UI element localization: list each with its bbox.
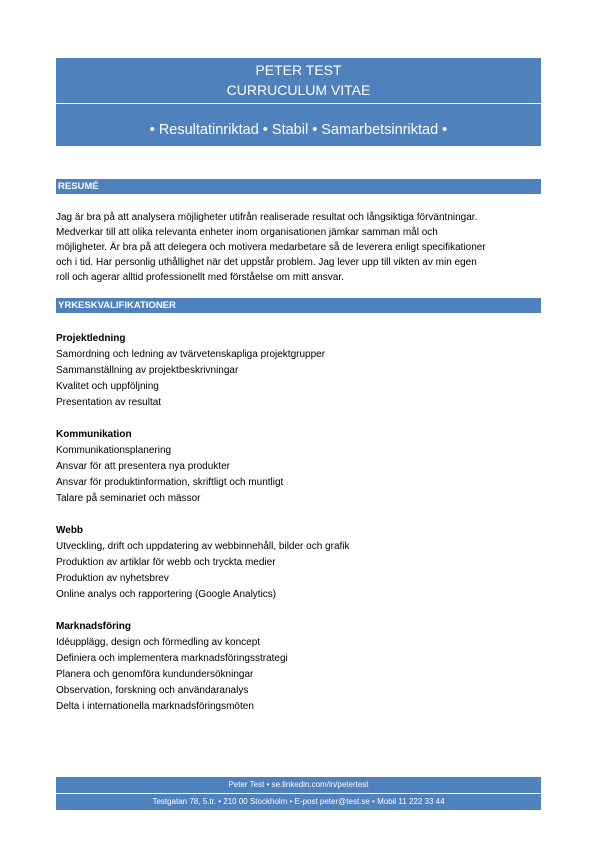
group-items-communication [56, 443, 542, 507]
qualifications-heading: YRKESKVALIFIKATIONER [56, 298, 541, 313]
group-items-web [56, 539, 542, 603]
list-item: Produktion av artiklar för webb och tryckta medier [56, 557, 276, 568]
list-item: Sammanställning av projektbeskrivningar [56, 365, 239, 376]
list-item: Delta i internationella marknadsföringsmöten [56, 701, 254, 712]
list-item: Utveckling, drift och uppdatering av webbinnehåll, bilder och grafik [56, 541, 350, 552]
summary-line: möjligheter. Är bra på att delegera och motivera medarbetare så de leverera enligt specifikationer [56, 242, 486, 253]
applicant-name: PETER TEST [255, 62, 342, 78]
list-item: Observation, forskning och användaranalys [56, 685, 249, 696]
summary-line: Medverkar till att olika relevanta enheter inom organisationen jämkar samman mål och [56, 227, 438, 238]
list-item: Samordning och ledning av tvärvetenskapliga projektgrupper [56, 349, 326, 360]
list-item: Definiera och implementera marknadsföringsstrategi [56, 653, 288, 664]
footer-divider [56, 793, 541, 794]
tagline: • Resultatinriktad • Stabil • Samarbetsinriktad • [149, 122, 448, 138]
cv-footer [56, 777, 541, 810]
summary-heading: RESUMÉ [56, 179, 541, 194]
group-title-marketing: Marknadsföring [56, 621, 132, 632]
list-item: Idéupplägg, design och förmedling av koncept [56, 637, 261, 648]
header-divider [56, 103, 541, 104]
document-title: CURRUCULUM VITAE [226, 82, 371, 98]
cv-header [56, 58, 541, 146]
list-item: Kommunikationsplanering [56, 445, 172, 456]
list-item: Ansvar för att presentera nya produkter [56, 461, 230, 472]
group-items-project-management [56, 347, 542, 411]
list-item: Presentation av resultat [56, 397, 162, 408]
summary-text [56, 210, 542, 285]
list-item: Ansvar för produktinformation, skriftligt och muntligt [56, 477, 284, 488]
summary-line: och i tid. Har personlig uthållighet när det uppstår problem. Jag lever upp till vikten av min egen [56, 257, 477, 268]
qualifications-list [56, 331, 542, 731]
footer-address-line: Testgatan 78, 5.tr. • 210 00 Stockholm • E-post peter@test.se • Mobil 11 222 33 44 [152, 797, 445, 806]
group-items-marketing [56, 635, 542, 715]
list-item: Online analys och rapportering (Google Analytics) [56, 589, 277, 600]
list-item: Talare på seminariet och mässor [56, 493, 201, 504]
group-title-project-management: Projektledning [56, 333, 126, 344]
list-item: Planera och genomföra kundundersökningar [56, 669, 254, 680]
group-title-web: Webb [56, 525, 84, 536]
summary-line: Jag är bra på att analysera möjligheter utifrån realiserade resultat och långsiktiga förväntningar. [56, 212, 478, 223]
footer-contact-line: Peter Test • se.linkedin.com/in/petertest [228, 780, 369, 789]
group-title-communication: Kommunikation [56, 429, 132, 440]
list-item: Produktion av nyhetsbrev [56, 573, 169, 584]
summary-line: roll och agerar alltid professionellt med förståelse om mitt ansvar. [56, 272, 344, 283]
list-item: Kvalitet och uppföljning [56, 381, 159, 392]
